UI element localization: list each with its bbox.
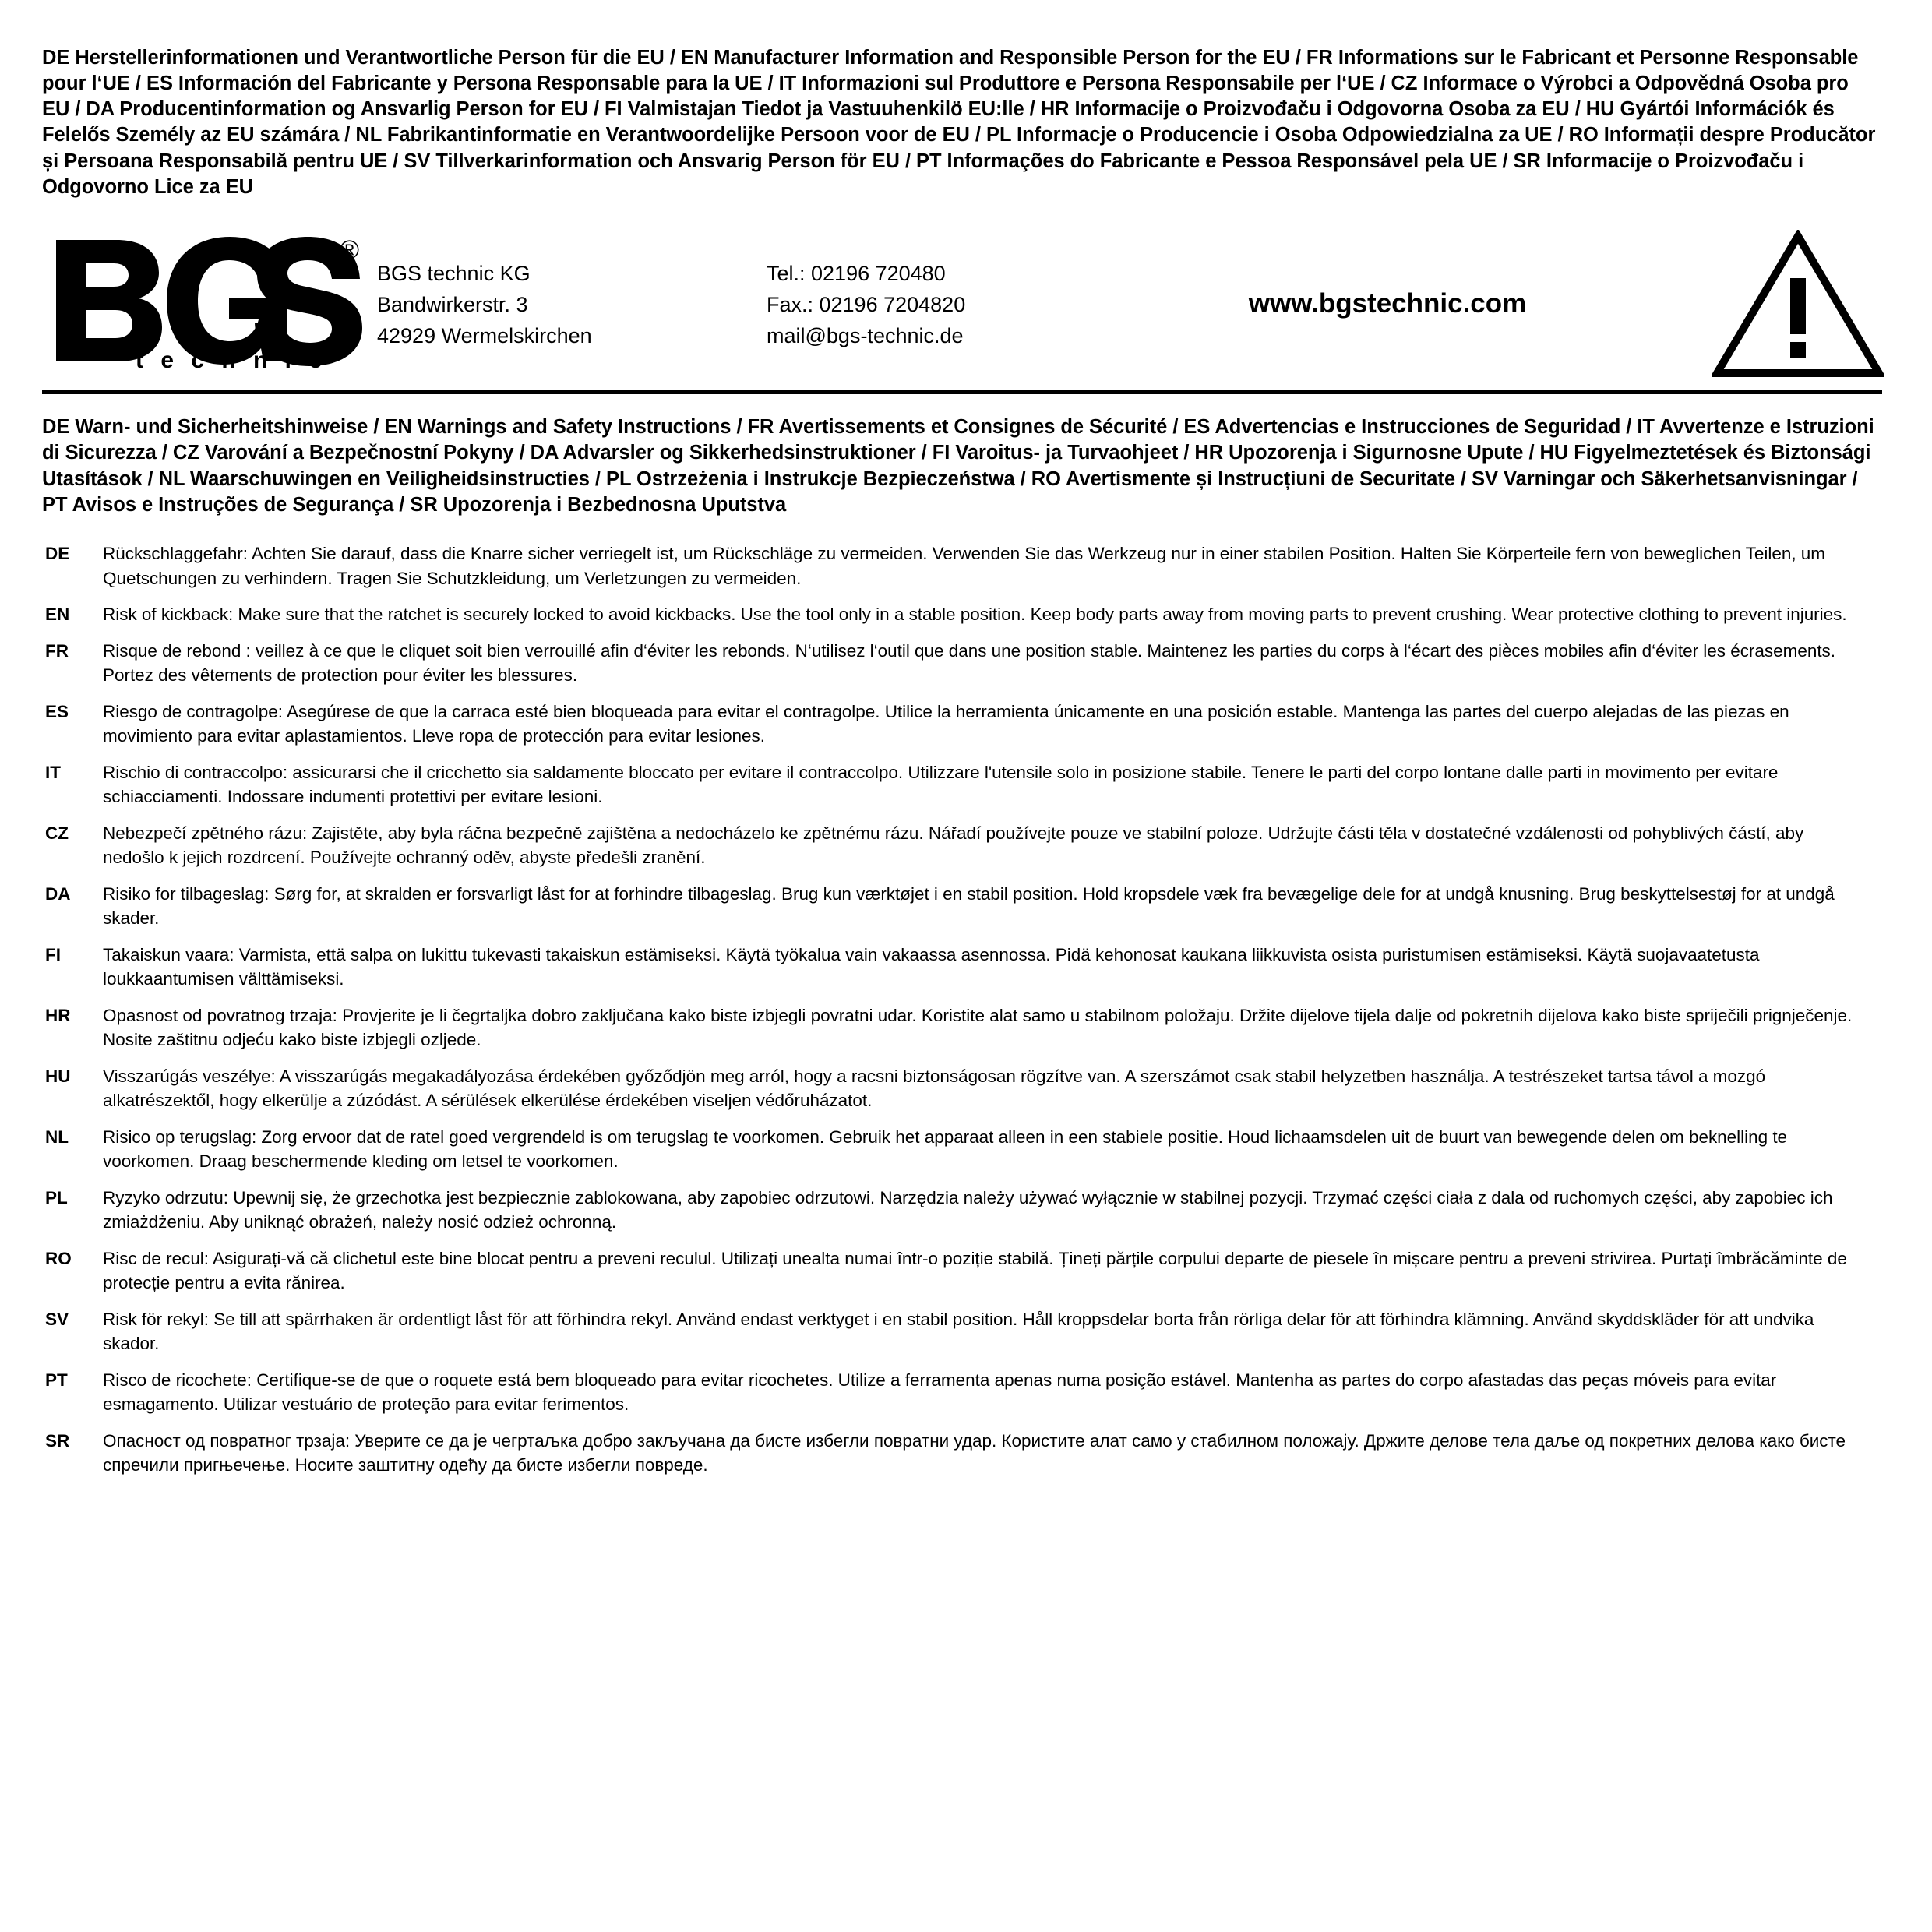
company-city: 42929 Wermelskirchen <box>377 323 592 347</box>
list-item <box>41 882 1860 931</box>
list-item <box>41 943 1860 992</box>
language-code: IT <box>45 762 61 782</box>
svg-text:t e c h n i c: t e c h n i c <box>136 347 328 373</box>
language-text: Risiko for tilbageslag: Sørg for, at skralden er forsvarligt låst for at forhindre tilbageslag. Brug kun værktøjet i en stabil position. Hold kropsdele væk fra bevægelige dele for at undgå knusning. Brug beskyttelsestøj for at undgå skader. <box>103 883 1835 929</box>
language-text: Ryzyko odrzutu: Upewnij się, że grzechotka jest bezpiecznie zablokowana, aby zapobiec odrzutowi. Narzędzia należy używać wyłącznie w stabilnej pozycji. Trzymać części ciała z dala od ruchomych części, aby zapobiec ich zmiażdżeniu. Aby uniknąć obrażeń, należy nosić odzież ochronną. <box>103 1187 1833 1232</box>
language-code: NL <box>45 1126 69 1147</box>
language-code: HR <box>45 1005 71 1025</box>
language-code: ES <box>45 701 69 721</box>
language-code: PT <box>45 1370 68 1390</box>
company-name: BGS technic KG <box>377 261 531 285</box>
warnings-heading: DE Warn- und Sicherheitshinweise / EN Warnings and Safety Instructions / FR Avertissements et Consignes de Sécurité / ES Advertencias e Instrucciones de Seguridad / IT Avvertenze e Istruzioni di Sicurezza / CZ Varování a Bezpečnostní Pokyny / DA Advarsler og Sikkerhedsinstruktioner / FI Varoitus- ja Turvaohjeet / HR Upozorenja i Sigurnosne Upute / HU Figyelmeztetések és Biztonsági Utasítások / NL Waarschuwingen en Veiligheidsinstructies / PL Ostrzeżenia i Instrukcje Bezpieczeństwa / RO Avertismente și Instrucțiuni de Securitate / SV Varningar och Säkerhetsanvisningar / PT Avisos e Instruções de Segurança / SR Upozorenja i Bezbednosna Uputstva <box>42 415 1874 516</box>
list-item <box>41 1186 1860 1235</box>
language-code: SR <box>45 1430 70 1451</box>
language-text: Risk of kickback: Make sure that the ratchet is securely locked to avoid kickbacks. Use the tool only in a stable position. Keep body parts away from moving parts to prevent crushing. Wear protective clothing to prevent injuries. <box>103 605 1847 625</box>
language-text: Опасност од повратног трзаја: Уверите се да је чегртаљка добро закључана да бисте избегли повратни удар. Користите алат само у стабилном положају. Држите делове тела даље од покретних делова како бисте спречили пригњечење. Носите заштитну одећу да бисте избегли повреде. <box>103 1430 1846 1475</box>
list-item <box>41 700 1860 749</box>
company-address <box>377 256 767 352</box>
list-item <box>41 1064 1860 1113</box>
list-item <box>41 760 1860 809</box>
list-item <box>41 1307 1860 1356</box>
safety-instructions-list <box>41 541 1884 1478</box>
list-item <box>41 1125 1860 1174</box>
language-text: Rischio di contraccolpo: assicurarsi che il cricchetto sia saldamente bloccato per evitare il contraccolpo. Utilizzare l'utensile solo in posizione stabile. Tenere le parti del corpo lontane dalle parti in movimento per evitare schiacciamenti. Indossare indumenti protettivi per evitare lesioni. <box>103 762 1779 807</box>
list-item <box>41 541 1860 591</box>
warning-triangle-icon <box>1697 230 1884 378</box>
list-item <box>41 1246 1860 1296</box>
language-code: SV <box>45 1309 69 1329</box>
list-item <box>41 1003 1860 1052</box>
language-code: FI <box>45 944 61 964</box>
list-item <box>41 639 1860 688</box>
list-item <box>41 821 1860 870</box>
company-email: mail@bgs-technic.de <box>767 323 964 347</box>
language-code: FR <box>45 640 69 661</box>
list-item <box>41 1429 1860 1478</box>
language-code: CZ <box>45 823 69 843</box>
company-contact <box>767 256 1102 352</box>
language-code: DA <box>45 883 71 904</box>
language-code: PL <box>45 1187 68 1208</box>
language-code: DE <box>45 544 70 564</box>
language-code: RO <box>45 1248 72 1268</box>
language-text: Risco de ricochete: Certifique-se de que o roquete está bem bloqueado para evitar ricochetes. Utilize a ferramenta apenas numa posição estável. Mantenha as partes do corpo afastadas das peças móveis para evitar esmagamento. Utilizar vestuário de proteção para evitar ferimentos. <box>103 1370 1777 1415</box>
language-text: Visszarúgás veszélye: A visszarúgás megakadályozása érdekében győződjön meg arról, hogy a racsni biztonságosan rögzítve van. A szerszámot csak stabil helyzetben használja. A testrészeket tartsa távol a mozgó alkatrészektől, hogy elkerülje a zúzódást. A sérülések elkerülése érdekében viseljen védőruházatot. <box>103 1066 1766 1111</box>
header-divider <box>42 390 1882 394</box>
language-text: Takaiskun vaara: Varmista, että salpa on lukittu tukevasti takaiskun estämiseksi. Käytä työkalua vain vakaassa asennossa. Pidä kehonosat kaukana liikkuvista osista puristumisen estämiseksi. Käytä suojavaatetusta loukkaantumisen välttämiseksi. <box>103 944 1760 989</box>
company-fax: Fax.: 02196 7204820 <box>767 292 966 316</box>
company-info-band <box>41 222 1884 386</box>
language-code: HU <box>45 1066 71 1086</box>
language-text: Risico op terugslag: Zorg ervoor dat de ratel goed vergrendeld is om terugslag te voorkomen. Gebruik het apparaat alleen in een stabiele positie. Houd lichaamsdelen uit de buurt van bewegende delen om beknelling te voorkomen. Draag beschermende kleding om letsel te voorkomen. <box>103 1126 1788 1172</box>
svg-text:®: ® <box>340 234 360 265</box>
bgs-logo <box>42 226 369 382</box>
language-text: Risque de rebond : veillez à ce que le cliquet soit bien verrouillé afin d‘éviter les rebonds. N‘utilisez l‘outil que dans une position stable. Maintenez les parties du corps à l‘écart des pièces mobiles afin d‘éviter les écrasements. Portez des vêtements de protection pour éviter les blessures. <box>103 640 1836 686</box>
language-text: Risc de recul: Asigurați-vă că clichetul este bine blocat pentru a preveni reculul. Utilizați unealta numai într-o poziție stabilă. Țineți părțile corpului departe de piesele în mișcare pentru a preveni strivirea. Purtați îmbrăcăminte de protecție pentru a evita rănirea. <box>103 1248 1847 1293</box>
manufacturer-information-heading: DE Herstellerinformationen und Verantwortliche Person für die EU / EN Manufacturer Information and Responsible Person for the EU / FR Informations sur le Fabricant et Personne Responsable pour l‘UE / ES Información del Fabricante y Persona Responsable para la UE / IT Informazioni sul Produttore e Persona Responsabile per l‘UE / CZ Informace o Výrobci a Odpovědná Osoba pro EU / DA Producentinformation og Ansvarlig Person for EU / FI Valmistajan Tiedot ja Vastuuhenkilö EU:lle / HR Informacije o Proizvođaču i Odgovorna Osoba za EU / HU Gyártói Információk és Felelős Személy az EU számára / NL Fabrikantinformatie en Verantwoordelijke Persoon voor de EU / PL Informacje o Producencie i Osoba Odpowiedzialna za UE / RO Informații despre Producător și Persoana Responsabilă pentru UE / SV Tillverkarinformation och Ansvarig Person för EU / PT Informações do Fabricante e Pessoa Responsável pela UE / SR Informacije o Proizvođaču i Odgovorno Lice za EU <box>42 47 1876 198</box>
list-item <box>41 602 1860 627</box>
list-item <box>41 1368 1860 1417</box>
language-text: Opasnost od povratnog trzaja: Provjerite je li čegrtaljka dobro zaključana kako biste izbjegli povratni udar. Koristite alat samo u stabilnom položaju. Držite dijelove tijela dalje od pokretnih dijelova kako biste spriječili prignječenje. Nosite zaštitnu odjeću kako biste izbjegli ozljede. <box>103 1005 1853 1050</box>
language-text: Rückschlaggefahr: Achten Sie darauf, dass die Knarre sicher verriegelt ist, um Rückschläge zu vermeiden. Verwenden Sie das Werkzeug nur in einer stabilen Position. Halten Sie Körperteile fern von beweglichen Teilen, um Quetschungen zu verhindern. Tragen Sie Schutzkleidung, um Verletzungen zu vermeiden. <box>103 544 1826 588</box>
language-text: Risk för rekyl: Se till att spärrhaken är ordentligt låst för att förhindra rekyl. Använd endast verktyget i en stabil position. Håll kroppsdelar borta från rörliga delar för att förhindra klämning. Använd skyddskläder för att undvika skador. <box>103 1309 1814 1354</box>
company-tel: Tel.: 02196 720480 <box>767 261 946 285</box>
language-text: Nebezpečí zpětného rázu: Zajistěte, aby byla ráčna bezpečně zajištěna a nedocházelo ke zpětnému rázu. Nářadí používejte pouze ve stabilní poloze. Udržujte části těla v dostatečné vzdálenosti od pohyblivých částí, aby nedošlo k jejich rozdrcení. Používejte ochranný oděv, abyste předešli zranění. <box>103 823 1804 868</box>
language-text: Riesgo de contragolpe: Asegúrese de que la carraca esté bien bloqueada para evitar el contragolpe. Utilice la herramienta únicamente en una posición estable. Mantenga las partes del cuerpo alejadas de las piezas en movimiento para evitar aplastamientos. Lleve ropa de protección para evitar lesiones. <box>103 701 1789 746</box>
company-website: www.bgstechnic.com <box>1248 287 1527 319</box>
language-code: EN <box>45 605 70 625</box>
company-street: Bandwirkerstr. 3 <box>377 292 528 316</box>
